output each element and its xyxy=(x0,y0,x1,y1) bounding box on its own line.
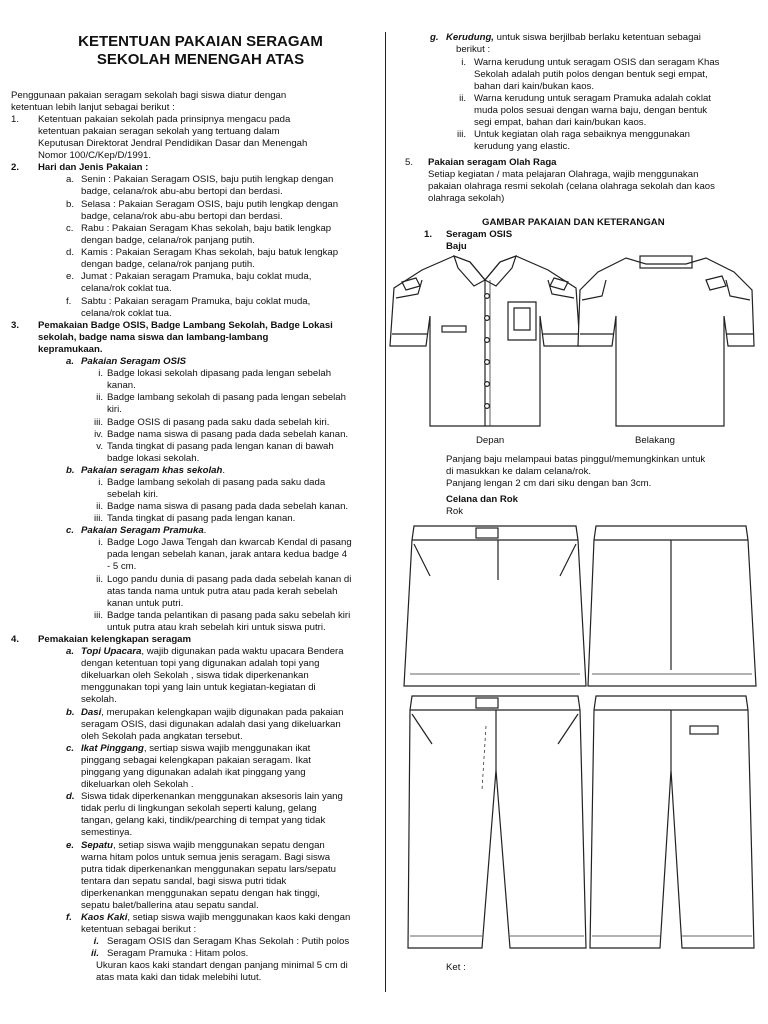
g-line1: untuk siswa berjilbab berlaku ketentuan sebagai xyxy=(493,32,701,43)
s3c-i-marker: i. xyxy=(98,537,103,548)
s3a-iii-line1: Badge OSIS di pasang pada saku dada sebelah kiri. xyxy=(107,417,330,428)
s3a-ii-line2: kiri. xyxy=(107,404,122,415)
s4e-line4: tentara dan sepatu sandal, bagi siswa putri tidak xyxy=(81,876,287,887)
g-iii-marker: iii. xyxy=(456,129,466,140)
g-iii-line2: kerudung yang elastic. xyxy=(474,141,570,152)
section1-line2: ketentuan pakaian seragan sekolah yang tertuang dalam xyxy=(38,126,280,137)
g-ii-line1: Warna kerudung untuk seragam Pramuka adalah coklat xyxy=(474,93,711,104)
s2-item-d-line2: dengan badge, celana/rok panjang putih. xyxy=(81,259,255,270)
section3-heading-line3: kepramukaan. xyxy=(38,344,103,355)
s4e-line5: diperkenankan menggunakan sepatu dengan hak tinggi, xyxy=(81,888,320,899)
s4b-line3: oleh Sekolah pada angkatan tersebut. xyxy=(81,731,243,742)
s2-item-b-marker: b. xyxy=(66,199,75,210)
s3a-i-line2: kanan. xyxy=(107,380,136,391)
s3b-i-marker: i. xyxy=(98,477,103,488)
baju-note-line2: di masukkan ke dalam celana/rok. xyxy=(446,466,592,477)
shirt-back-drawing xyxy=(576,250,756,440)
s4b-line1: , merupakan kelengkapan wajib digunakan pada pakaian xyxy=(101,707,344,718)
s2-item-e-marker: e. xyxy=(66,271,75,282)
s4a-line4: menggunakan topi yang lain untuk kegiatan-kegiatan di xyxy=(81,682,316,693)
s3b-title: Pakaian seragam khas sekolah xyxy=(81,465,223,476)
g-marker: g. xyxy=(430,32,439,43)
belakang-label: Belakang xyxy=(635,435,676,446)
ket-label: Ket : xyxy=(446,962,466,973)
s4a-term: Topi Upacara xyxy=(81,646,142,657)
s4f-ii-line1: Seragam Pramuka : Hitam polos. xyxy=(107,948,249,959)
section5-line3: olahraga sekolah) xyxy=(428,193,505,204)
s2-item-b-line2: badge, celana/rok abu-abu bertopi dan berdasi. xyxy=(81,211,283,222)
s4f-ii-marker: ii. xyxy=(91,948,99,959)
baju-note-line1: Panjang baju melampaui batas pinggul/memungkinkan untuk xyxy=(446,454,706,465)
s3c-iii-line1: Badge tanda pelantikan di pasang pada saku sebelah kiri xyxy=(107,610,351,621)
s2-item-a-line2: badge, celana/rok abu-abu bertopi dan berdasi. xyxy=(81,186,283,197)
s4e-line6: sepatu balet/ballerina atau sepatu sandal. xyxy=(81,900,259,911)
s2-item-c-marker: c. xyxy=(66,223,74,234)
s4f-i-line1: Seragam OSIS dan Seragam Khas Sekolah : Putih polos xyxy=(107,936,350,947)
skirt-back-drawing xyxy=(584,520,759,690)
s3a-iv-line1: Badge nama siswa di pasang pada dada sebelah kanan. xyxy=(107,429,349,440)
s4c-line4: dikeluarkan oleh Sekolah . xyxy=(81,779,194,790)
s4c-term: Ikat Pinggang xyxy=(81,743,144,754)
trousers-front-drawing xyxy=(402,690,588,960)
s3c-iii-marker: iii. xyxy=(93,610,103,621)
baju-note-line3: Panjang lengan 2 cm dari siku dengan ban 3cm. xyxy=(446,478,652,489)
s3c-ii-marker: ii. xyxy=(96,574,103,585)
s2-item-d-marker: d. xyxy=(66,247,75,258)
s4a-line1: , wajib digunakan pada waktu upacara Bendera xyxy=(141,646,344,657)
s2-item-e-line2: celana/rok coklat tua. xyxy=(81,283,172,294)
section5-line1: Setiap kegiatan / mata pelajaran Olahraga, wajib menggunakan xyxy=(428,169,699,180)
s3c-iii-line2: untuk putra atau krah sebelah kiri untuk siswa putri. xyxy=(107,622,326,633)
s4f-note-line2: atas mata kaki dan tidak melebihi lutut. xyxy=(96,972,262,983)
s3b-title-tail: . xyxy=(222,465,225,476)
trousers-back-drawing xyxy=(586,690,758,960)
s3a-iii-marker: iii. xyxy=(93,417,103,428)
s3a-v-line2: badge lokasi sekolah. xyxy=(107,453,200,464)
s4e-line2: warna hitam polos untuk semua jenis seragam. Bagi siswa xyxy=(81,852,331,863)
section4-number: 4. xyxy=(11,634,20,645)
s3c-ii-line2: atas tanda nama untuk putra atau pada kerah sebelah xyxy=(107,586,338,597)
s2-item-f-marker: f. xyxy=(66,296,72,307)
g-i-marker: i. xyxy=(461,57,466,68)
section4-heading: Pemakaian kelengkapan seragam xyxy=(38,634,192,645)
s4b-marker: b. xyxy=(66,707,75,718)
rok-label: Rok xyxy=(446,506,464,517)
g-ii-line2: muda polos sesuai dengan warna baju, dengan bentuk xyxy=(474,105,708,116)
s2-item-a-marker: a. xyxy=(66,174,75,185)
s3b-marker: b. xyxy=(66,465,75,476)
s4f-term: Kaos Kaki xyxy=(81,912,128,923)
g-term: Kerudung, xyxy=(446,32,494,43)
s3b-iii-marker: iii. xyxy=(93,513,103,524)
section5-number: 5. xyxy=(405,157,414,168)
s4e-marker: e. xyxy=(66,840,75,851)
s2-item-d-line1: Kamis : Pakaian Seragam Khas sekolah, baju batuk lengkap xyxy=(81,247,339,258)
section1-line4: Nomor 100/C/Kep/D/1991. xyxy=(38,150,152,161)
section5-line2: pakaian olahraga resmi sekolah (celana olahraga sekolah dan kaos xyxy=(428,181,715,192)
s4a-line5: sekolah. xyxy=(81,694,117,705)
s4c-line1: , sertiap siswa wajib menggunakan ikat xyxy=(143,743,311,754)
s3c-i-line2: pada lengan sebelah kanan, jarak antara kedua badge 4 xyxy=(107,549,348,560)
g-i-line3: bahan dari kain/bukan kaos. xyxy=(474,81,595,92)
g-i-line2: Sekolah adalah putih polos dengan bentuk segi empat, xyxy=(474,69,708,80)
g-iii-line1: Untuk kegiatan olah raga sebaiknya menggunakan xyxy=(474,129,691,140)
section3-number: 3. xyxy=(11,320,20,331)
s4a-line2: dengan ketentuan topi yang digunakan adalah topi yang xyxy=(81,658,320,669)
s4e-term: Sepatu xyxy=(81,840,113,851)
s2-item-f-line2: celana/rok coklat tua. xyxy=(81,308,172,319)
s3b-ii-marker: ii. xyxy=(96,501,103,512)
s4f-marker: f. xyxy=(66,912,72,923)
section1-line1: Ketentuan pakaian sekolah pada prinsipnya mengacu pada xyxy=(38,114,291,125)
s4e-line1: , setiap siswa wajib menggunakan sepatu dengan xyxy=(113,840,325,851)
s4c-line2: pinggang sebagai kelengkapan pakaian seragam. Ikat xyxy=(81,755,311,766)
s4a-line3: dikeluarkan oleh Sekolah , siswa tidak diperkenankan xyxy=(81,670,309,681)
s4b-line2: seragam OSIS, dasi digunakan adalah dasi yang dikeluarkan xyxy=(81,719,341,730)
section3-heading-line2: sekolah, badge nama siswa dan lambang-lambang xyxy=(38,332,269,343)
s3b-i-line2: sebelah kiri. xyxy=(107,489,159,500)
s3a-ii-line1: Badge lambang sekolah di pasang pada lengan sebelah xyxy=(107,392,346,403)
s4b-term: Dasi xyxy=(81,707,102,718)
column-divider xyxy=(385,32,386,992)
s3a-ii-marker: ii. xyxy=(96,392,103,403)
s3c-i-line1: Badge Logo Jawa Tengah dan kwarcab Kendal di pasang xyxy=(107,537,352,548)
s3a-i-line1: Badge lokasi sekolah dipasang pada lengan sebelah xyxy=(107,368,332,379)
section1-number: 1. xyxy=(11,114,20,125)
s4f-i-marker: i. xyxy=(93,936,99,947)
s3a-v-marker: v. xyxy=(96,441,103,452)
s4d-line3: tangan, gelang kaki, tindik/pearching di tempat yang tidak xyxy=(81,815,326,826)
s2-item-c-line1: Rabu : Pakaian Seragam Khas sekolah, baju batik lengkap xyxy=(81,223,332,234)
g-ii-marker: ii. xyxy=(459,93,466,104)
s4d-line2: tidak perlu di lingkungan sekolah seperti kalung, gelang xyxy=(81,803,317,814)
gambar-heading: GAMBAR PAKAIAN DAN KETERANGAN xyxy=(482,217,665,228)
s3c-ii-line3: kanan untuk putri. xyxy=(107,598,184,609)
s3c-ii-line1: Logo pandu dunia di pasang pada dada sebelah kanan di xyxy=(107,574,352,585)
s4d-line1: Siswa tidak diperkenankan menggunakan aksesoris lain yang xyxy=(81,791,343,802)
g-ii-line3: segi empat, bahan dari kain/bukan kaos. xyxy=(474,117,647,128)
gambar-number: 1. xyxy=(424,229,433,240)
s3a-v-line1: Tanda tingkat di pasang pada lengan kanan di bawah xyxy=(107,441,334,452)
s3b-i-line1: Badge lambang sekolah di pasang pada saku dada xyxy=(107,477,326,488)
s4f-line2: ketentuan sebagai berikut : xyxy=(81,924,197,935)
intro-line1: Penggunaan pakaian seragam sekolah bagi siswa diatur dengan xyxy=(11,90,287,101)
s3c-marker: c. xyxy=(66,525,75,536)
s3c-title-tail: . xyxy=(203,525,207,536)
depan-label: Depan xyxy=(476,435,505,446)
skirt-front-drawing xyxy=(400,520,590,690)
s2-item-e-line1: Jumat : Pakaian seragam Pramuka, baju coklat muda, xyxy=(81,271,312,282)
section3-heading-line1: Pemakaian Badge OSIS, Badge Lambang Sekolah, Badge Lokasi xyxy=(38,320,333,331)
g-i-line1: Warna kerudung untuk seragam OSIS dan seragam Khas xyxy=(474,57,720,68)
section5-heading: Pakaian seragam Olah Raga xyxy=(428,157,557,168)
s4c-marker: c. xyxy=(66,743,75,754)
s4d-line4: semestinya. xyxy=(81,827,133,838)
s4c-line3: pinggang yang digunakan adalah ikat pinggang yang xyxy=(81,767,306,778)
s4d-marker: d. xyxy=(66,791,75,802)
s3a-marker: a. xyxy=(66,356,75,367)
s3c-i-line3: - 5 cm. xyxy=(107,561,137,572)
s4f-note-line1: Ukuran kaos kaki standart dengan panjang minimal 5 cm di xyxy=(96,960,348,971)
g-line2: berikut : xyxy=(456,44,491,55)
document-title-line2: SEKOLAH MENENGAH ATAS xyxy=(96,51,305,68)
s3c-title: Pakaian Seragam Pramuka xyxy=(81,525,204,536)
section2-heading: Hari dan Jenis Pakaian : xyxy=(38,162,149,173)
s2-item-a-line1: Senin : Pakaian Seragam OSIS, baju putih lengkap dengan xyxy=(81,174,334,185)
s2-item-f-line1: Sabtu : Pakaian seragam Pramuka, baju coklat muda, xyxy=(81,296,311,307)
s2-item-c-line2: dengan badge, celana/rok panjang putih. xyxy=(81,235,255,246)
s3b-ii-line1: Badge nama siswa di pasang pada dada sebelah kanan. xyxy=(107,501,349,512)
s3a-i-marker: i. xyxy=(98,368,103,379)
s2-item-b-line1: Selasa : Pakaian Seragam OSIS, baju putih lengkap dengan xyxy=(81,199,339,210)
s3a-iv-marker: iv. xyxy=(94,429,103,440)
s4a-marker: a. xyxy=(66,646,75,657)
shirt-front-drawing xyxy=(388,250,588,440)
section1-line3: Keputusan Direktorat Jendral Pendidikan Dasar dan Menengah xyxy=(38,138,308,149)
intro-line2: ketentuan lebih lanjut sebagai berikut : xyxy=(11,102,175,113)
gambar-subheading: Seragam OSIS xyxy=(446,229,513,240)
s4e-line3: putra tidak diperkenankan menggunakan sepatu lars/sepatu xyxy=(81,864,336,875)
s4f-line1: , setiap siswa wajib menggunakan kaos kaki dengan xyxy=(127,912,351,923)
document-title-line1: KETENTUAN PAKAIAN SERAGAM xyxy=(78,33,323,50)
s3b-iii-line1: Tanda tingkat di pasang pada lengan kanan. xyxy=(107,513,296,524)
s3a-title: Pakaian Seragam OSIS xyxy=(81,356,187,367)
section2-number: 2. xyxy=(11,162,20,173)
celana-rok-label: Celana dan Rok xyxy=(446,494,518,505)
baju-label: Baju xyxy=(446,241,467,252)
